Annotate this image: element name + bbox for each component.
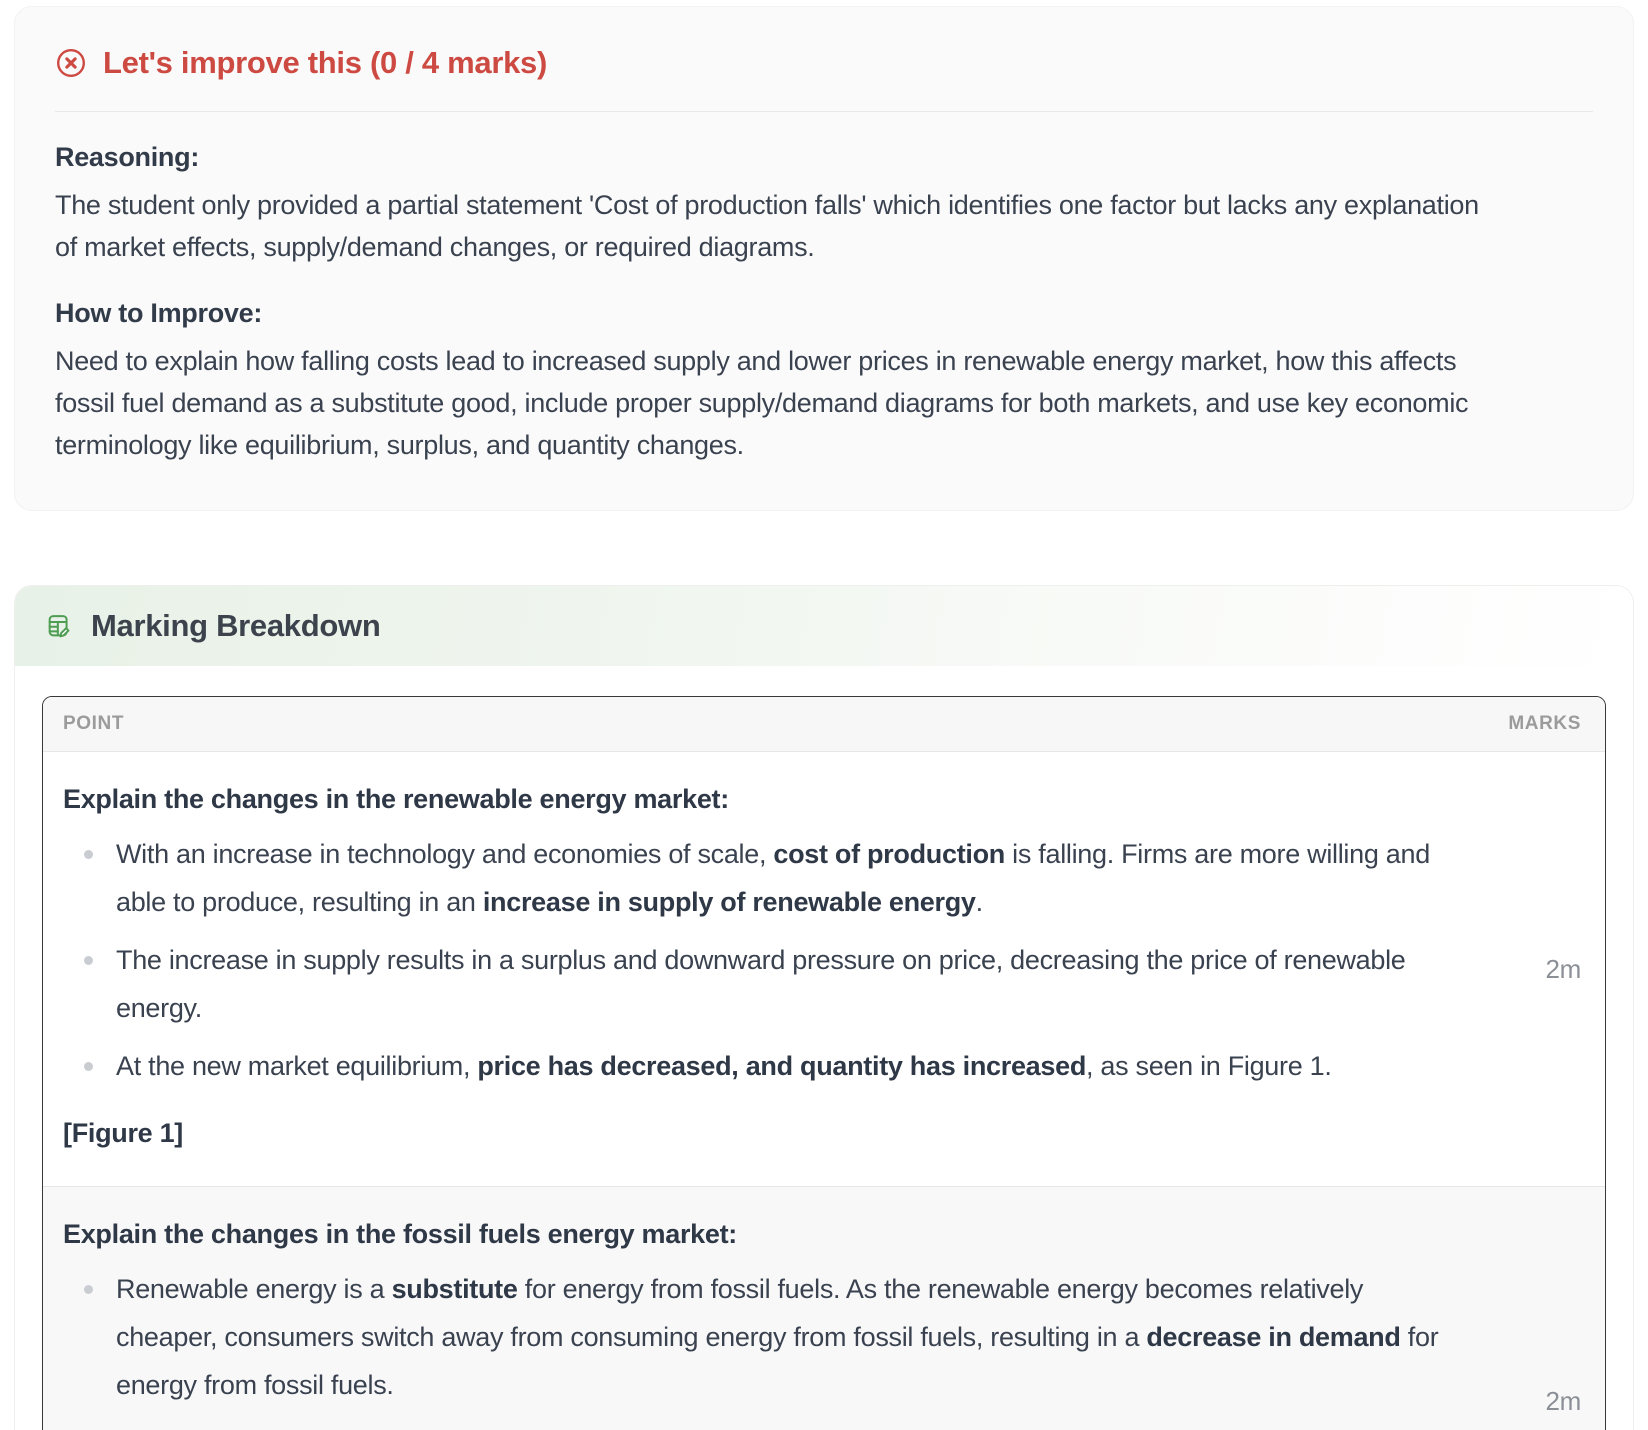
bullet-list xyxy=(63,830,1495,1090)
marks-value: 2m xyxy=(1545,953,1581,984)
column-header-point: POINT xyxy=(63,713,125,734)
bullet-text: Renewable energy is a substitute for energy from fossil fuels. As the renewable energy becomes relatively cheaper, consumers switch away from consuming energy from fossil fuels, resulting in a decrease in demand for energy from fossil fuels. xyxy=(116,1274,1439,1400)
reasoning-label: Reasoning: xyxy=(55,142,200,172)
marks-value: 2m xyxy=(1545,1386,1581,1416)
table-body xyxy=(43,752,1605,1430)
bullet-dot-icon xyxy=(84,1285,93,1294)
bullet-item xyxy=(63,1265,1495,1409)
bullet-item xyxy=(63,830,1495,926)
figure-label: [Figure 1] xyxy=(63,1118,184,1148)
improve-label: How to Improve: xyxy=(55,298,263,328)
divider xyxy=(55,111,1593,112)
point-cell xyxy=(43,1187,1495,1430)
marking-table xyxy=(42,696,1606,1430)
bullet-dot-icon xyxy=(84,1062,93,1071)
table-row xyxy=(43,752,1605,1186)
table-header-row xyxy=(43,697,1605,752)
breakdown-title: Marking Breakdown xyxy=(91,608,381,643)
bullet-text: With an increase in technology and economies of scale, cost of production is falling. Firms are more willing and able to produce, resulting in an increase in supply of renewable energy. xyxy=(116,839,1430,917)
bullet-dot-icon xyxy=(84,850,93,859)
improve-text: Need to explain how falling costs lead to increased supply and lower prices in renewable energy market, how this affects fossil fuel demand as a substitute good, include proper supply/demand diagrams for both markets, and use key economic terminology like equilibrium, surplus, and quantity changes. xyxy=(55,346,1469,460)
breakdown-header xyxy=(15,586,1633,666)
page xyxy=(0,6,1648,1430)
row-title: Explain the changes in the fossil fuels energy market: xyxy=(63,1219,738,1249)
breakdown-body xyxy=(15,666,1633,1430)
row-title: Explain the changes in the renewable energy market: xyxy=(63,784,729,814)
feedback-card xyxy=(14,6,1634,511)
bullet-text: The increase in supply results in a surplus and downward pressure on price, decreasing the price of renewable energy. xyxy=(116,945,1406,1023)
feedback-title: Let's improve this (0 / 4 marks) xyxy=(103,45,547,80)
bullet-dot-icon xyxy=(84,956,93,965)
breakdown-card xyxy=(14,585,1634,1430)
bullet-list xyxy=(63,1265,1495,1409)
circle-x-icon xyxy=(55,47,87,79)
reasoning-text: The student only provided a partial statement 'Cost of production falls' which identifies one factor but lacks any explanation of market effects, supply/demand changes, or required diagrams. xyxy=(55,190,1479,262)
point-cell xyxy=(43,752,1495,1186)
spreadsheet-edit-icon xyxy=(45,612,73,640)
bullet-item xyxy=(63,936,1495,1032)
feedback-header xyxy=(55,37,1593,81)
table-row xyxy=(43,1186,1605,1430)
bullet-item xyxy=(63,1042,1495,1090)
column-header-marks: MARKS xyxy=(1508,713,1581,734)
bullet-text: At the new market equilibrium, price has decreased, and quantity has increased, as seen in Figure 1. xyxy=(116,1051,1332,1081)
